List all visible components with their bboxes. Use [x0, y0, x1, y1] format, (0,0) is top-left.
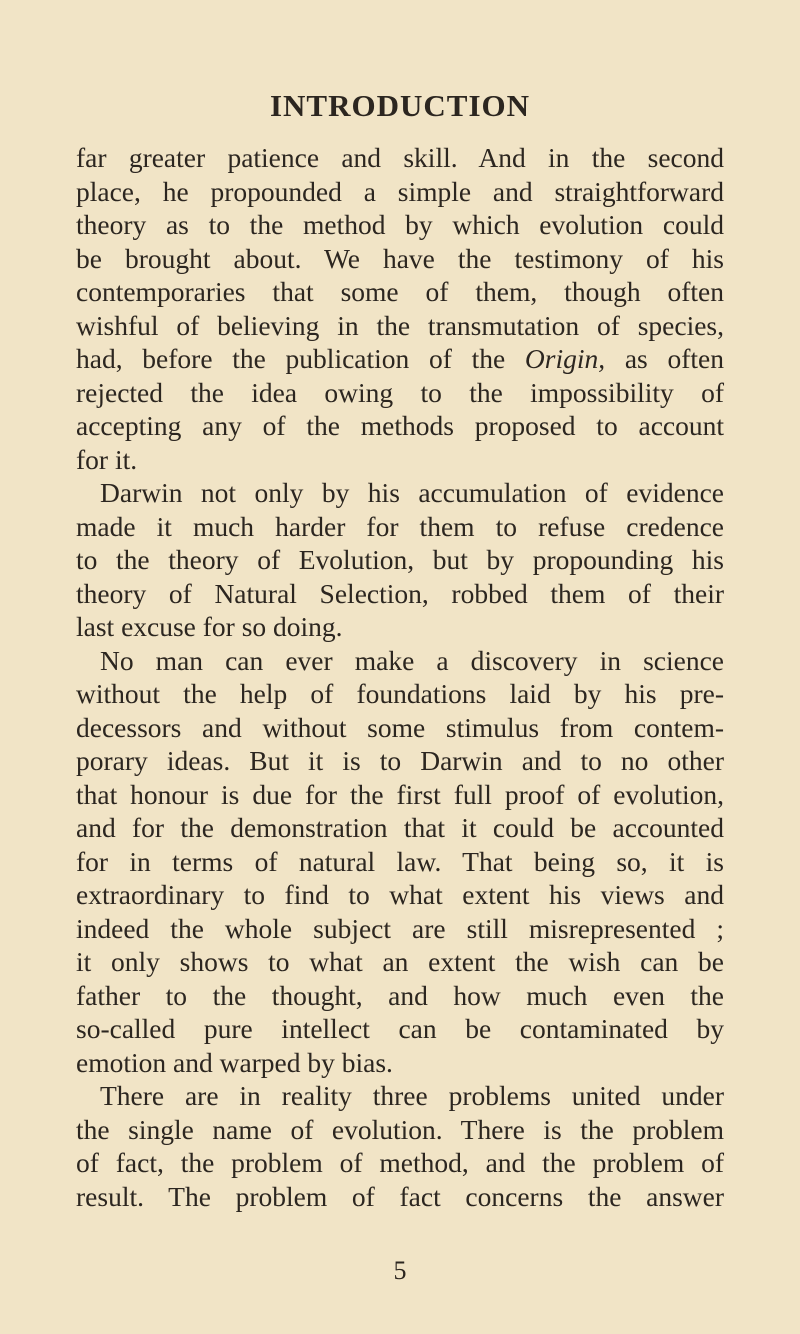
text-line: father to the thought, and how much even the: [76, 979, 724, 1011]
text-line: so-called pure intellect can be contaminated by: [76, 1013, 724, 1044]
text-line: theory of Natural Selection, robbed them of their: [76, 577, 724, 609]
paragraph-start-line: Darwin not only by his accumulation of evidence: [100, 477, 724, 508]
text-line: made it much harder for them to refuse credence: [76, 510, 724, 542]
paragraph-start-line: No man can ever make a discovery in science: [100, 644, 724, 676]
text-line: contemporaries that some of them, though often: [76, 276, 724, 307]
text-line: be brought about. We have the testimony of his: [76, 242, 724, 274]
text-line: that honour is due for the first full proof of evolution,: [76, 778, 724, 810]
running-head: INTRODUCTION: [269, 88, 531, 123]
paragraph-end-line: last excuse for so doing.: [76, 611, 343, 642]
book-title-origin: Origin,: [524, 343, 606, 374]
text-line: rejected the idea owing to the impossibility of: [76, 376, 724, 408]
text-line: place, he propounded a simple and straightforward: [76, 175, 724, 207]
text-line-start: had, before the publication of the: [76, 343, 525, 374]
text-line-with-title: [76, 342, 724, 376]
text-line: far greater patience and skill. And in the second: [76, 142, 724, 173]
text-line: indeed the whole subject are still misrepresented ;: [76, 912, 724, 944]
text-line: and for the demonstration that it could be accounted: [76, 812, 724, 843]
text-line: the single name of evolution. There is the problem: [76, 1113, 724, 1145]
text-line: accepting any of the methods proposed to account: [76, 410, 724, 441]
text-line: without the help of foundations laid by his pre-: [76, 678, 724, 709]
paragraph-end-line: emotion and warped by bias.: [76, 1046, 393, 1078]
text-line: it only shows to what an extent the wish can be: [76, 946, 724, 977]
text-line: result. The problem of fact concerns the answer: [76, 1180, 724, 1212]
text-line: wishful of believing in the transmutation of species,: [76, 309, 724, 341]
text-line: decessors and without some stimulus from contem-: [76, 711, 724, 743]
paragraph-start-line: There are in reality three problems united under: [100, 1080, 724, 1111]
text-line-end: as often: [605, 343, 724, 374]
text-line: to the theory of Evolution, but by propounding his: [76, 544, 724, 575]
body-text: [76, 141, 724, 1213]
text-line: theory as to the method by which evolution could: [76, 209, 724, 240]
page-number: 5: [393, 1256, 407, 1285]
text-line: for in terms of natural law. That being so, it is: [76, 845, 724, 877]
text-line: porary ideas. But it is to Darwin and to no other: [76, 745, 724, 776]
text-line: extraordinary to find to what extent his views and: [76, 879, 724, 910]
text-line: of fact, the problem of method, and the problem of: [76, 1147, 724, 1178]
paragraph-end-line: for it.: [76, 443, 138, 475]
